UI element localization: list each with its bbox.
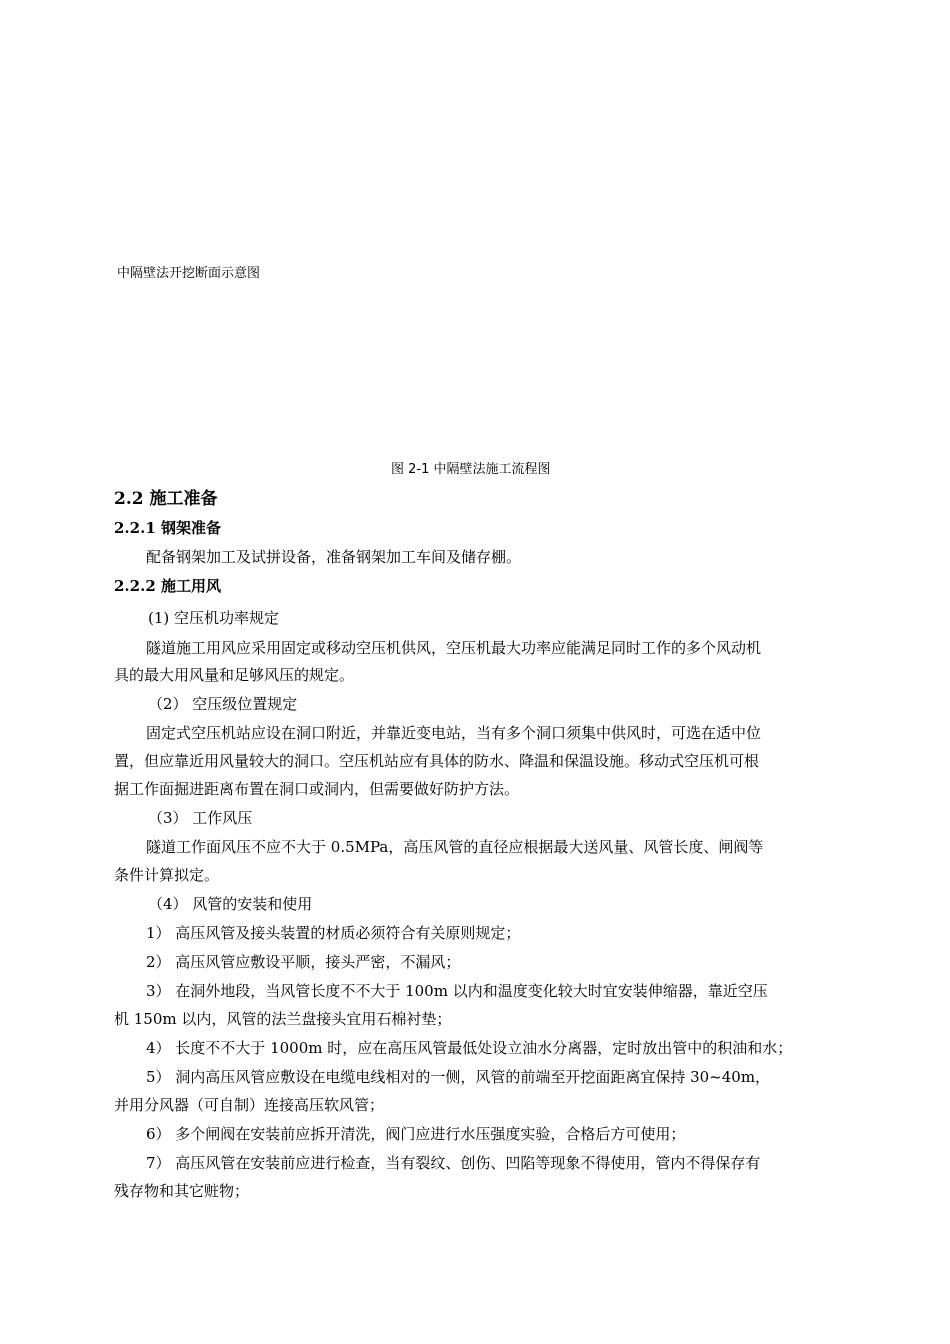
- item-title-pipe-installation: （4） 风管的安装和使用: [148, 895, 313, 913]
- paragraph-line: 隧道施工用风应采用固定或移动空压机供风，空压机最大功率应能满足同时工作的多个风动机: [146, 639, 762, 657]
- paragraph-line: 据工作面掘进距离布置在洞口或洞内，但需要做好防护方法。: [114, 780, 520, 798]
- list-item-continuation: 机 150m 以内，风管的法兰盘接头宜用石棉衬垫；: [114, 1010, 452, 1028]
- list-item-continuation: 残存物和其它赃物；: [114, 1182, 250, 1200]
- section-heading-2-2-1: 2.2.1 钢架准备: [114, 519, 221, 537]
- paragraph-line: 条件计算拟定。: [114, 866, 220, 884]
- item-title-compressor-location: （2） 空压级位置规定: [148, 695, 298, 713]
- paragraph-line: 置，但应靠近用风量较大的洞口。空压机站应有具体的防水、降温和保温设施。移动式空压机可根: [114, 752, 760, 770]
- paragraph-line: 具的最大用风量和足够风压的规定。: [114, 666, 355, 684]
- flow-chart-caption: 图 2-1 中隔壁法施工流程图: [391, 462, 551, 477]
- section-diagram-caption: 中隔壁法开挖断面示意图: [117, 266, 261, 281]
- list-item-continuation: 并用分风器（可自制）连接高压软风管；: [114, 1096, 385, 1114]
- list-item: 5） 洞内高压风管应敷设在电缆电线相对的一侧，风管的前端至开挖面距离宜保持 30~40m，: [146, 1068, 771, 1086]
- item-title-compressor-power: (1) 空压机功率规定: [148, 609, 280, 627]
- list-item: 4） 长度不不大于 1000m 时，应在高压风管最低处设立油水分离器，定时放出管中的积油和水；: [146, 1039, 793, 1057]
- list-item: 3） 在洞外地段，当风管长度不不大于 100m 以内和温度变化较大时宜安装伸缩器，靠近空压: [146, 982, 768, 1000]
- list-item: 1） 高压风管及接头装置的材质必须符合有关原则规定；: [146, 924, 521, 942]
- section-heading-2-2-2: 2.2.2 施工用风: [114, 577, 221, 595]
- paragraph-steel-frame: 配备钢架加工及试拼设备，准备钢架加工车间及储存棚。: [146, 548, 522, 566]
- list-item: 2） 高压风管应敷设平顺，接头严密，不漏风；: [146, 953, 461, 971]
- list-item: 7） 高压风管在安装前应进行检查，当有裂纹、创伤、凹陷等现象不得使用，管内不得保存有: [146, 1154, 761, 1172]
- paragraph-line: 隧道工作面风压不应不大于 0.5MPa，高压风管的直径应根据最大送风量、风管长度、闸阀等: [146, 838, 764, 856]
- item-title-working-pressure: （3） 工作风压: [148, 809, 253, 827]
- paragraph-line: 固定式空压机站应设在洞口附近，并靠近变电站，当有多个洞口须集中供风时，可选在适中位: [146, 724, 762, 742]
- section-heading-2-2: 2.2 施工准备: [114, 489, 218, 509]
- list-item: 6） 多个闸阀在安装前应拆开清洗，阀门应进行水压强度实验，合格后方可使用；: [146, 1125, 686, 1143]
